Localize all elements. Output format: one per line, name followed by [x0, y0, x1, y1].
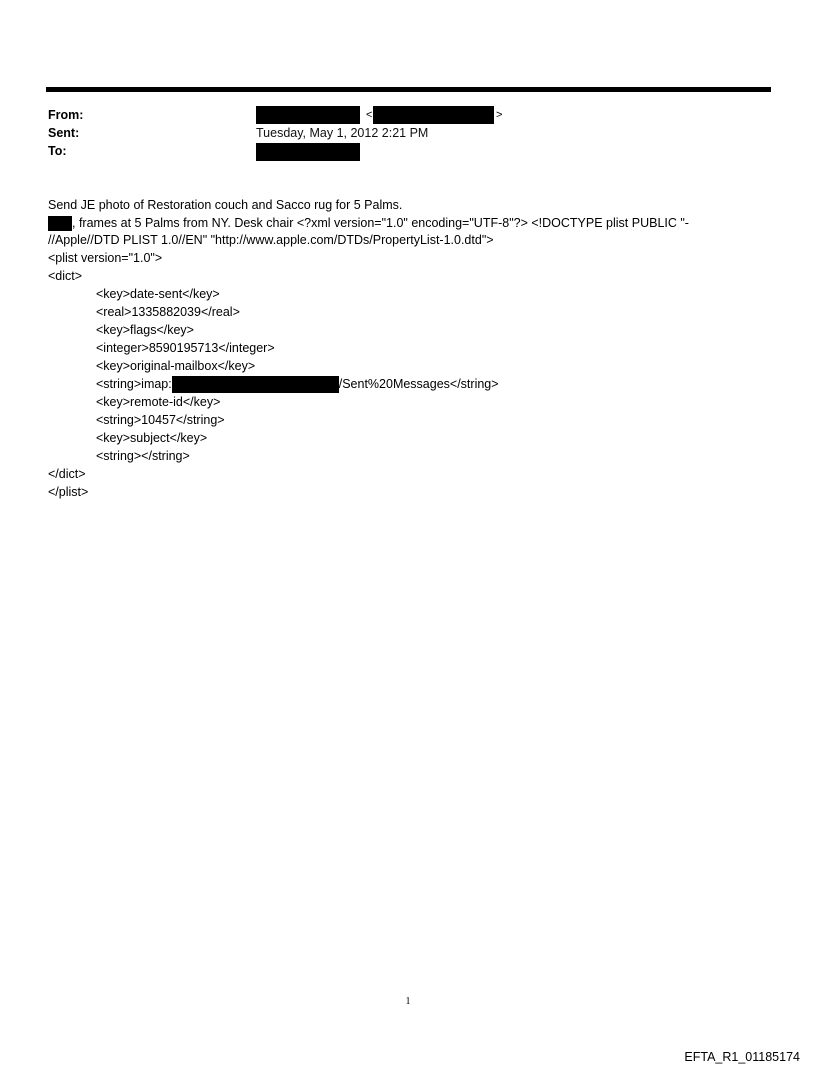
imap-suffix: /Sent%20Messages</string>	[338, 377, 499, 391]
dict-line: <key>original-mailbox</key>	[96, 359, 256, 373]
imap-line	[96, 376, 499, 393]
dict-line: <real>1335882039</real>	[96, 305, 240, 319]
from-name-redaction	[256, 106, 360, 124]
sent-label: Sent:	[48, 126, 80, 140]
body-line-5: <dict>	[48, 269, 83, 283]
page-number: 1	[405, 996, 411, 1007]
imap-prefix: <string>imap:	[96, 377, 172, 391]
body-name-redaction	[48, 216, 72, 231]
from-close-bracket: >	[496, 109, 503, 121]
dict-line: <string></string>	[96, 449, 190, 463]
header-rule	[46, 87, 771, 92]
from-open-bracket: <	[366, 109, 373, 121]
imap-redaction	[172, 376, 339, 393]
body-line-3: //Apple//DTD PLIST 1.0//EN" "http://www.apple.com/DTDs/PropertyList-1.0.dtd">	[48, 233, 494, 247]
body-line-2-text: , frames at 5 Palms from NY. Desk chair <?xml version="1.0" encoding="UTF-8"?> <!DOCTYPE plist PUBLIC "-	[72, 216, 689, 230]
sent-value: Tuesday, May 1, 2012 2:21 PM	[256, 126, 429, 140]
to-label: To:	[48, 144, 67, 158]
dict-line: <key>remote-id</key>	[96, 395, 221, 409]
dict-line: <key>subject</key>	[96, 431, 208, 445]
close-plist-line: </plist>	[48, 485, 89, 499]
body-line-1: Send JE photo of Restoration couch and Sacco rug for 5 Palms.	[48, 198, 403, 212]
dict-line: <key>flags</key>	[96, 323, 194, 337]
dict-line: <key>date-sent</key>	[96, 287, 220, 301]
from-email-redaction	[373, 106, 494, 124]
dict-line: <integer>8590195713</integer>	[96, 341, 275, 355]
close-dict-line: </dict>	[48, 467, 86, 481]
dict-line: <string>10457</string>	[96, 413, 225, 427]
from-label: From:	[48, 108, 84, 122]
to-redaction	[256, 143, 360, 161]
body-line-2	[48, 215, 689, 232]
document-id: EFTA_R1_01185174	[684, 1050, 800, 1064]
body-line-4: <plist version="1.0">	[48, 251, 163, 265]
